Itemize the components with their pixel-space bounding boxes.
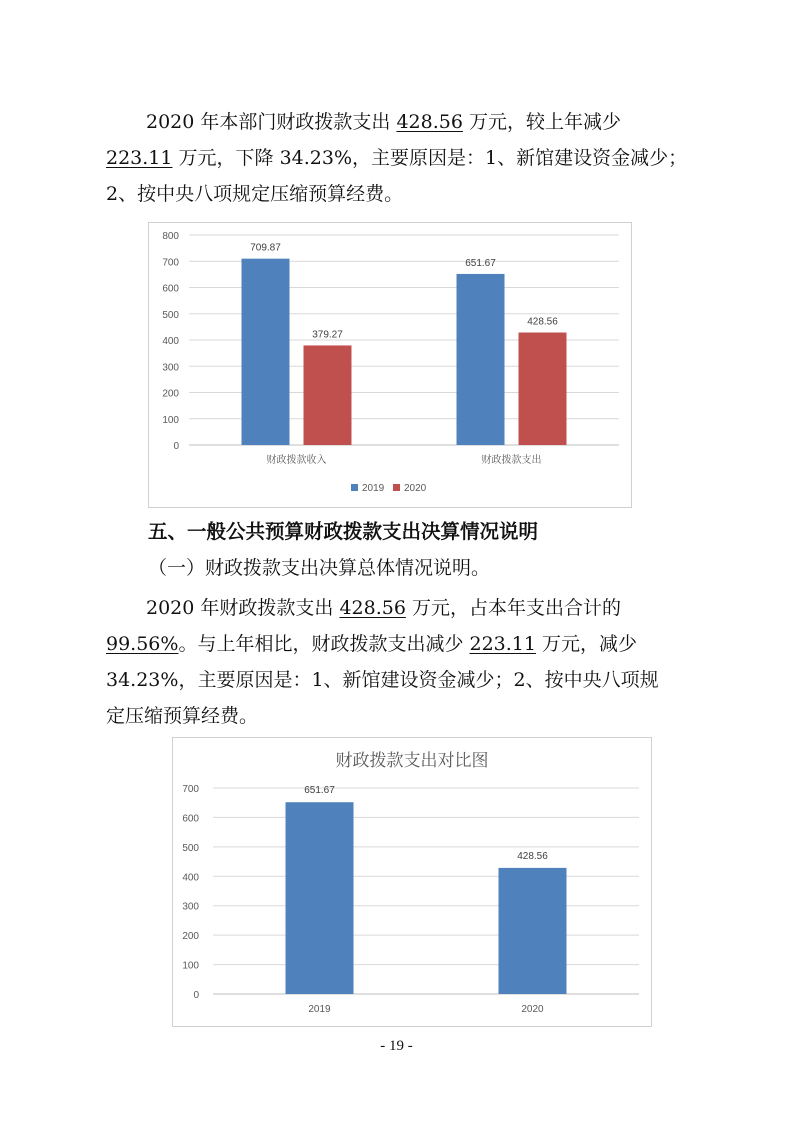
bar xyxy=(286,802,354,994)
x-tick-label: 2019 xyxy=(308,1004,331,1015)
y-tick-label: 0 xyxy=(193,990,199,1001)
chart-2-frame xyxy=(172,737,652,1027)
bar xyxy=(242,259,290,445)
data-label: 709.87 xyxy=(250,242,281,254)
para2-decrease: 223.11 xyxy=(469,633,536,655)
para2-share: 99.56% xyxy=(106,633,179,655)
y-tick-label: 200 xyxy=(162,388,179,400)
y-tick-label: 600 xyxy=(162,283,179,295)
legend-swatch xyxy=(393,484,400,491)
para2-text-c: 万元，占本年支出合计的 xyxy=(405,597,621,619)
y-tick-label: 400 xyxy=(162,336,179,347)
y-tick-label: 200 xyxy=(182,931,199,943)
legend-label: 2019 xyxy=(362,483,385,494)
chart-1 xyxy=(149,223,631,507)
y-tick-label: 400 xyxy=(182,872,199,884)
paragraph-2 xyxy=(106,590,706,734)
y-tick-label: 500 xyxy=(162,309,179,321)
x-tick-label: 财政拨款收入 xyxy=(266,455,327,466)
para2-amount: 428.56 xyxy=(339,597,406,619)
y-tick-label: 0 xyxy=(173,441,179,452)
bar xyxy=(519,333,567,445)
y-tick-label: 300 xyxy=(182,901,199,913)
para2-text-h: 34.23%，主要原因是：1、新馆建设资金减少；2、按中央八项规 xyxy=(106,669,659,691)
data-label: 428.56 xyxy=(517,850,548,862)
y-tick-label: 700 xyxy=(182,784,199,795)
para2-text-e: 。与上年相比，财政拨款支出减少 xyxy=(178,633,470,655)
y-tick-label: 300 xyxy=(162,362,179,374)
sub-heading: （一）财政拨款支出决算总体情况说明。 xyxy=(148,557,491,579)
x-tick-label: 财政拨款支出 xyxy=(481,455,542,466)
para1-text-c: 万元，较上年减少 xyxy=(462,111,621,133)
x-tick-label: 2020 xyxy=(521,1004,544,1015)
para2-text-g: 万元，减少 xyxy=(535,633,638,655)
y-tick-label: 100 xyxy=(162,414,179,426)
para1-text-e: 万元，下降 34.23%，主要原因是：1、新馆建设资金减少； xyxy=(172,147,688,169)
data-label: 428.56 xyxy=(527,316,558,328)
y-tick-label: 600 xyxy=(182,813,199,825)
page-number: - 19 - xyxy=(380,1038,413,1054)
chart-1-frame xyxy=(148,222,632,508)
bar xyxy=(304,345,352,445)
bar xyxy=(499,868,567,994)
legend-label: 2020 xyxy=(404,483,427,494)
para2-text-a: 2020 年财政拨款支出 xyxy=(146,597,340,619)
data-label: 651.67 xyxy=(465,257,496,269)
paragraph-1 xyxy=(106,104,706,212)
y-tick-label: 700 xyxy=(162,257,179,269)
bar xyxy=(457,274,505,445)
data-label: 651.67 xyxy=(304,785,335,797)
para1-amount: 428.56 xyxy=(396,111,463,133)
para2-text-i: 定压缩预算经费。 xyxy=(106,705,259,727)
para1-text-f: 2、按中央八项规定压缩预算经费。 xyxy=(106,183,404,205)
data-label: 379.27 xyxy=(312,329,343,341)
y-tick-label: 500 xyxy=(182,842,199,854)
para1-decrease: 223.11 xyxy=(106,147,173,169)
chart-title: 财政拨款支出对比图 xyxy=(335,751,489,770)
section-heading: 五、一般公共预算财政拨款支出决算情况说明 xyxy=(148,520,539,543)
y-tick-label: 100 xyxy=(182,960,199,972)
legend-swatch xyxy=(351,484,358,491)
para1-text-a: 2020 年本部门财政拨款支出 xyxy=(146,111,397,133)
y-tick-label: 800 xyxy=(162,231,179,242)
chart-2 xyxy=(173,738,651,1026)
